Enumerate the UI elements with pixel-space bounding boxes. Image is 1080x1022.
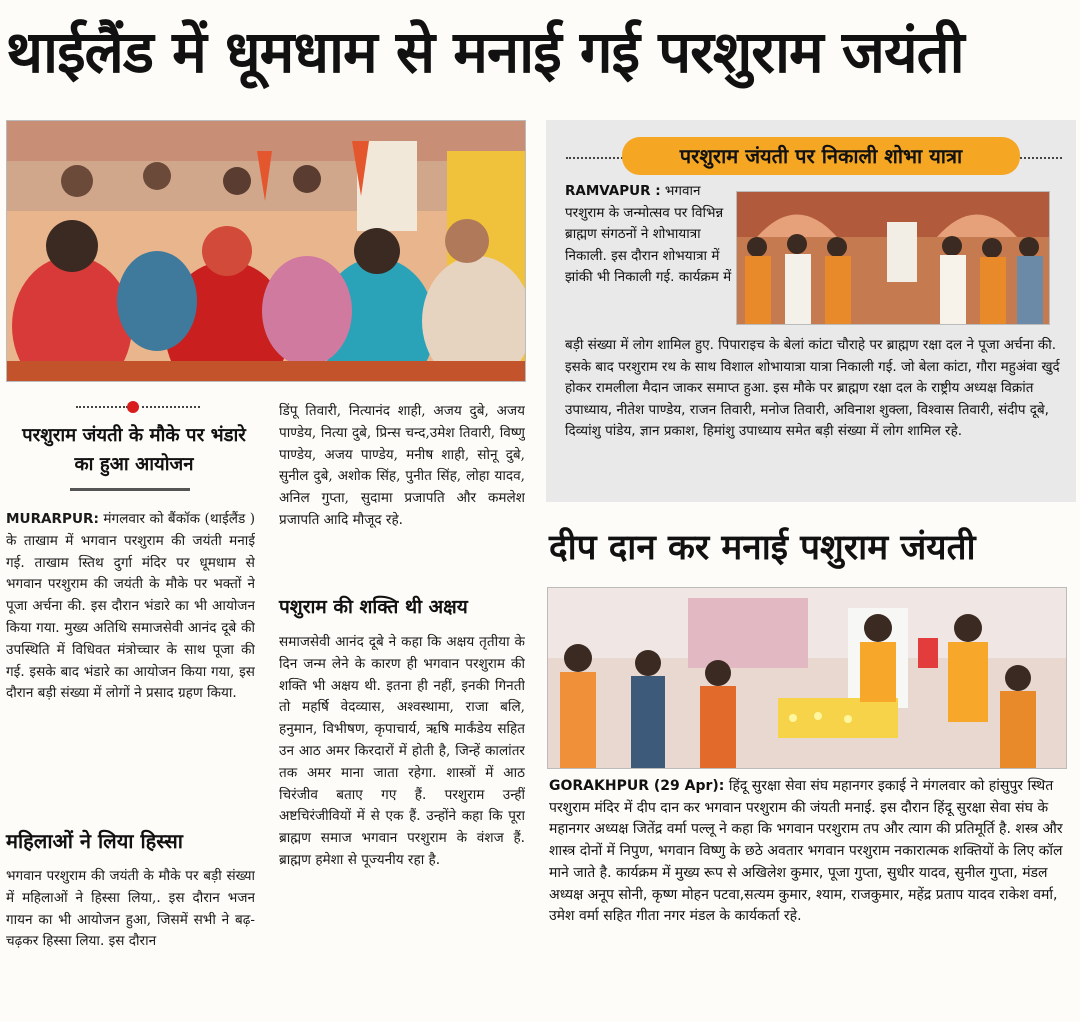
left-column-2b bbox=[279, 632, 525, 996]
shakti-para: समाजसेवी आनंद दूबे ने कहा कि अक्षय तृतीया के दिन जन्म लेने के कारण ही भगवान परशुराम की शक्ति भी अक्षय थी. इतना ही नहीं, इनकी गिनती तो महर्षि वेदव्यास, अश्वस्थामा, राजा बलि, हनुमान, विभीषण, कृपाचार्य, ऋषि मार्कंडेय सहित उन आठ अमर किरदारों में होती है, जिन्हें कालांतर तक अमर माना जाता रहेगा. शास्त्रों में आठ चिरंजीव बताए गए हैं. परशुराम उन्हीं अष्टचिरंजीवियों में से एक हैं. उन्होंने कहा कि पूरा ब्राह्मण समाज भगवान परशुराम के वंशज हैं. ब्राह्मण हमेशा से पूज्यनीय रहा है. bbox=[279, 634, 525, 868]
left-column-1 bbox=[6, 509, 255, 817]
deep-daan-photo bbox=[547, 587, 1067, 769]
crosshead-shakti: पशुराम की शक्ति थी अक्षय bbox=[279, 596, 468, 618]
ramvapur-body: बड़ी संख्या में लोग शामिल हुए. पिपाराइच के बेलां कांटा चौराहे पर ब्राह्मण रक्षा दल ने पूजा अर्चना की. इसके बाद परशुराम रथ के साथ विशाल शोभायात्रा यात्रा निकाली गई. जो बेला कांटा, गौरा महुअंवा खुर्द होकर रामलीला मैदान जाकर समाप्त हुआ. इस मौके पर ब्राह्मण रक्षा दल के राष्ट्रीय अध्यक्ष विक्रांत उपाध्याय, नीतेश पाण्डेय, राजन तिवारी, मनोज तिवारी, अविनाश शुक्ला, विश्वास तिवारी, संदीप दूबे, दिव्यांशु पांडेय, ज्ञान प्रकाश, हिमांशु उपाध्याय समेत बड़ी संख्या में लोग शामिल रहे. bbox=[565, 337, 1060, 439]
murarpur-dateline: MURARPUR: bbox=[6, 511, 99, 527]
gorakhpur-body: हिंदू सुरक्षा सेवा संघ महानगर इकाई ने मंगलवार को हांसुपुर स्थित परशुराम मंदिर में दीप दान कर भगवान परशुराम की जंयती मनाई. इस दौरान हिंदू सुरक्षा सेवा संघ के महानगर अध्यक्ष जितेंद्र वर्मा पल्लू ने कहा कि भगवान परशुराम तप और त्याग की प्रतिमूर्ति है. शस्त्र और शास्त्र दोनों में निपुण, भगवान विष्णु के छठे अवतार भगवान परशुराम नकारात्मक शक्तियों के लिए कॉल माने जाते है. कार्यक्रम में मुख्य रूप से अखिलेश कुमार, पूजा गुप्ता, सुधीर यादव, सुनील गुप्ता, मंडल अध्यक्ष अनूप सोनी, कृष्ण मोहन पटवा,सत्यम कुमार, श्याम, राजकुमार, महेंद्र प्रताप यादव राकेश वर्मा, उमेश वर्मा सहित गीता नगर मंडल के कार्यकर्ता रहे. bbox=[549, 778, 1063, 925]
banner-dots-left bbox=[566, 157, 626, 159]
ramvapur-intro: भगवान परशुराम के जन्मोत्सव पर विभिन्न ब्राह्मण संगठनों ने शोभायात्रा निकाली. इस दौरान शोभयात्रा में झांकी भी निकाली गई. कार्यक्रम में bbox=[565, 183, 732, 285]
women-prayer-photo bbox=[6, 120, 526, 382]
ramvapur-text-bottom bbox=[565, 335, 1065, 489]
crosshead-women: महिलाओं ने लिया हिस्सा bbox=[6, 829, 183, 853]
subhead-red-dot bbox=[127, 401, 139, 413]
gorakhpur-dateline: GORAKHPUR (29 Apr): bbox=[549, 778, 725, 794]
main-headline: थाईलैंड में धूमधाम से मनाई गई परशुराम जयंती bbox=[6, 18, 964, 86]
deep-daan-headline: दीप दान कर मनाई पशुराम जंयती bbox=[549, 528, 976, 568]
attendees-para: डिंपू तिवारी, नित्यानंद शाही, अजय दुबे, अजय पाण्डेय, नित्या दुबे, प्रिन्स चन्द,उमेश तिवारी, विष्णु पाण्डेय, अजय पाण्डेय, मनीष शाही, सोनू दुबे, सुनील दुबे, अशोक सिंह, पुनीत सिंह, लोहा यादव, अनिल गुप्ता, सुदामा प्रजापति और कमलेश प्रजापति आदि मौजूद रहे. bbox=[279, 403, 525, 528]
procession-photo bbox=[736, 191, 1050, 325]
subhead-dots-right bbox=[142, 406, 200, 408]
subhead-dots-left bbox=[76, 406, 128, 408]
left-column-2 bbox=[279, 401, 525, 585]
left-column-1b bbox=[6, 866, 255, 996]
ramvapur-dateline: RAMVAPUR : bbox=[565, 183, 661, 199]
ramvapur-text-top bbox=[565, 181, 733, 333]
banner-dots-right bbox=[1020, 157, 1062, 159]
left-subhead: परशुराम जंयती के मौके पर भंडारे का हुआ आयोजन bbox=[22, 425, 246, 475]
subhead-underline bbox=[70, 488, 190, 491]
shobha-yatra-banner: परशुराम जंयती पर निकाली शोभा यात्रा bbox=[622, 137, 1020, 175]
women-para: भगवान परशुराम की जयंती के मौके पर बड़ी संख्या में महिलाओं ने हिस्सा लिया,. इस दौरान भजन गायन का भी आयोजन हुआ, जिसमें सभी ने बढ़-चढ़कर हिस्सा लिया. इस दौरान bbox=[6, 868, 255, 950]
murarpur-para1: मंगलवार को बैंकॉक (थाईलैंड ) के ताखाम में भगवान परशुराम की जयंती मनाई गई. ताखाम स्तिथ दुर्गा मंदिर पर धूमधाम से भगवान परशुराम की जयंती के मौके पर भक्तों ने पूजा अर्चना की. इस दौरान भंडारे का भी आयोजन किया गया. मुख्य अतिथि समाजसेवी आनंद दूबे की उपस्थिति में विधिवत मंत्रोच्चार के साथ पूजा की गई. इसके बाद भंडारे का आयोजन किया गया, इस दौरान बड़ी संख्या में लोगों ने प्रसाद ग्रहण किया. bbox=[6, 511, 255, 702]
gorakhpur-text bbox=[549, 776, 1069, 996]
